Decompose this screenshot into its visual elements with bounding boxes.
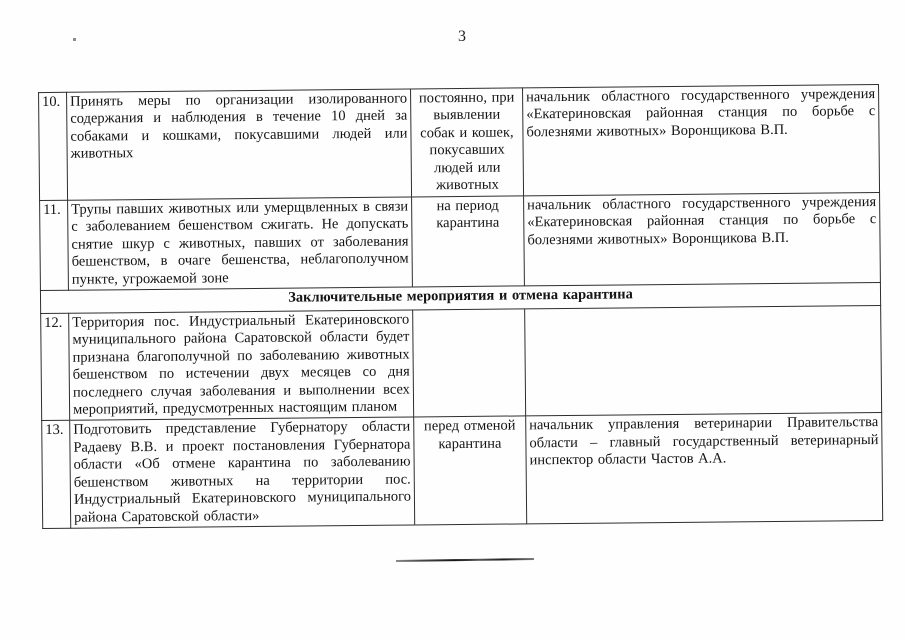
activity-cell: Принять меры по организации изолированного содержания и наблюдения в течение 10 дней за собаками и кошками, покусавшими людей или животных: [67, 89, 412, 200]
responsible-cell: начальник областного государственного учреждения «Екатериновская районная станция по борьбе с болезнями животных» Воронщикова В.П.: [524, 192, 881, 285]
timing-cell: на период карантина: [412, 196, 525, 287]
row-number-cell: 10.: [39, 92, 68, 200]
row-number-cell: 12.: [41, 313, 70, 421]
responsible-cell: начальник областного государственного учреждения «Екатериновская районная станция по борьбе с болезнями животных» Воронщикова В.П.: [523, 84, 880, 195]
activity-cell: Подготовить представление Губернатору области Радаеву В.В. и проект постановления Губернатора области «Об отмене карантина по заболеванию бешенством животных на территории пос. Индустриальный Екатериновского муниципального района Саратовской области»: [70, 417, 415, 528]
timing-cell: постоянно, при выявлении собак и кошек, покусавших людей или животных: [411, 88, 524, 197]
section-header-label: Заключительные мероприятия и отмена карантина: [40, 283, 880, 314]
activity-cell: Трупы павших животных или умерщвленных в связи с заболеванием бешенством сжигать. Не допускать снятие шкур с животных, павших от заболевания бешенством, в очаге бешенства, неблагополучном пункте, угрожаемой зоне: [68, 197, 413, 290]
table-row: [41, 306, 882, 421]
activity-cell: Территория пос. Индустриальный Екатериновского муниципального района Саратовской области будет признана благополучной по заболеванию животных бешенством по истечении двух месяцев со дня последнего случая заболевания и выполнении всех мероприятий, предусмотренных настоящим планом: [69, 310, 414, 421]
measures-table-wrapper: [38, 84, 882, 529]
table-row: [39, 84, 880, 200]
row-number-cell: 11.: [40, 200, 69, 290]
responsible-cell: [525, 306, 882, 417]
table-row: [42, 413, 883, 528]
page-number: 3: [458, 28, 466, 45]
responsible-cell: начальник управления ветеринарии Правительства области – главный государственный ветеринарный инспектор области Частов А.А.: [526, 413, 883, 524]
footer-separator-line: [396, 558, 534, 562]
measures-table: [38, 84, 883, 529]
row-number-cell: 13.: [42, 421, 71, 529]
timing-cell: перед отменой карантина: [414, 416, 527, 525]
timing-cell: [413, 309, 526, 418]
scan-speck: [73, 38, 76, 41]
table-row: [40, 192, 881, 290]
